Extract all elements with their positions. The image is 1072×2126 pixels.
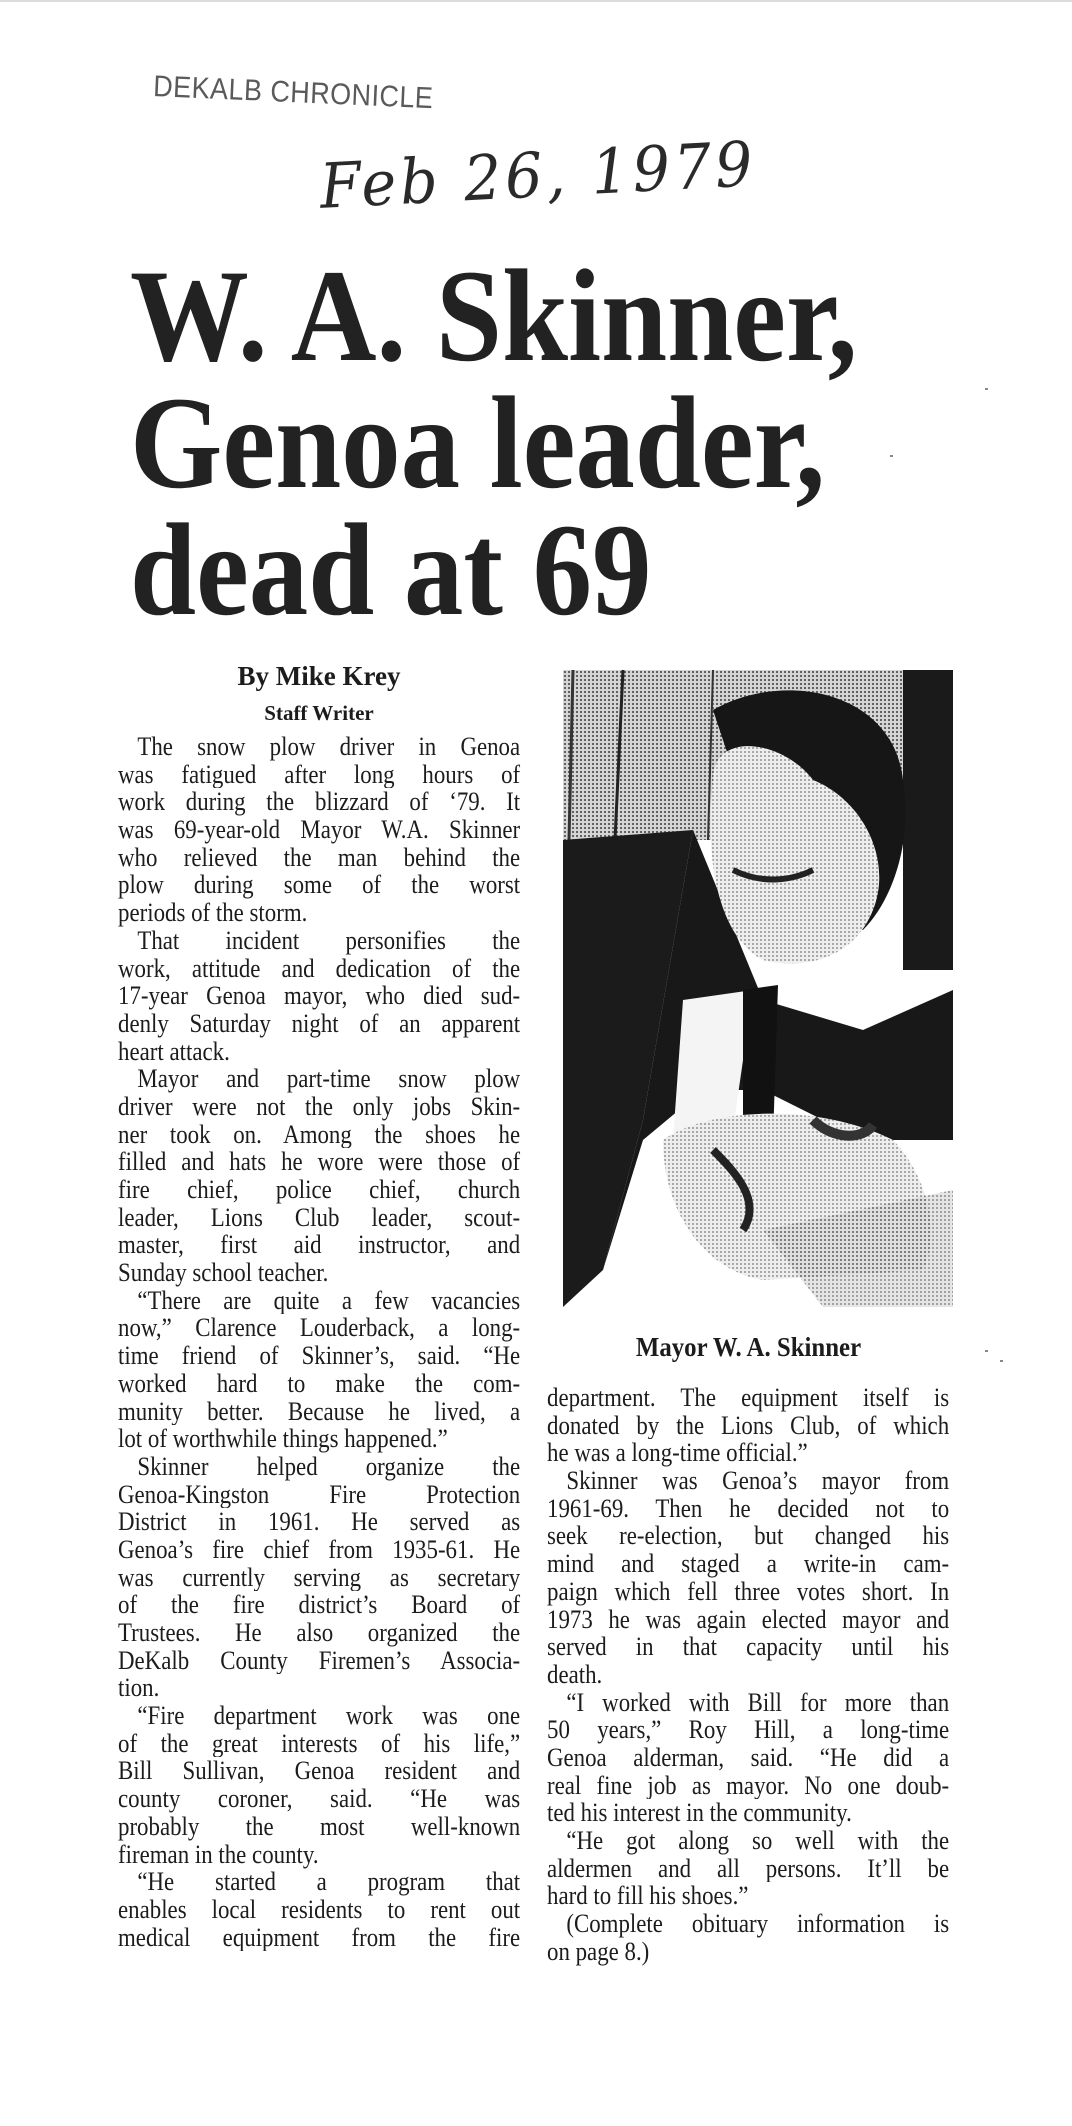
article-line: Genoa’s fire chief from 1935-61. He (118, 1535, 521, 1564)
article-line: worked hard to make the com- (118, 1369, 521, 1398)
article-line: on page 8.) (547, 1936, 650, 1966)
article-line: “Fire department work was one (137, 1702, 521, 1730)
article-line: paign which fell three votes short. In (547, 1577, 950, 1606)
article-line: plow during some of the worst (118, 871, 521, 900)
article-line: heart attack. (118, 1036, 230, 1066)
article-line: medical equipment from the fire (118, 1923, 521, 1952)
headline-line: dead at 69 (130, 496, 652, 643)
article-line: was fatigued after long hours of (118, 760, 521, 789)
article-line: lot of worthwhile things happened.” (118, 1424, 448, 1454)
article-line: leader, Lions Club leader, scout- (118, 1203, 521, 1232)
headline-line: Genoa leader, (130, 369, 826, 516)
byline-title: Staff Writer (264, 701, 374, 725)
article-line: Trustees. He also organized the (118, 1619, 521, 1647)
article-line: DeKalb County Firemen’s Associa- (118, 1646, 521, 1675)
article-line: was currently serving as secretary (118, 1563, 521, 1592)
article-line: The snow plow driver in Genoa (137, 733, 521, 761)
article-line: tion. (118, 1673, 160, 1703)
article-line: he was a long-time official.” (547, 1438, 808, 1468)
scan-speck (1000, 1360, 1003, 1362)
article-line: (Complete obituary information is (566, 1910, 950, 1938)
article-line: real fine job as mayor. No one doub- (547, 1771, 950, 1800)
article-line: “He got along so well with the (566, 1827, 950, 1855)
article-line: work, attitude and dedication of the (118, 954, 521, 983)
scan-speck (985, 1350, 988, 1352)
article-line: “He started a program that (137, 1868, 521, 1896)
scan-edge (0, 0, 1072, 2)
article-line: Bill Sullivan, Genoa resident and (118, 1757, 521, 1786)
headline (130, 242, 858, 643)
article-line: 1973 he was again elected mayor and (547, 1605, 950, 1634)
article-line: “There are quite a few vacancies (137, 1286, 521, 1315)
article-line: time friend of Skinner’s, said. “He (118, 1342, 521, 1370)
headline-line: W. A. Skinner, (130, 242, 858, 389)
article-line: Genoa alderman, said. “He did a (547, 1743, 950, 1772)
article-line: munity better. Because he lived, a (118, 1397, 521, 1426)
byline: By Mike Krey (237, 661, 401, 691)
article-line: work during the blizzard of ‘79. It (118, 788, 521, 817)
article-column-right (547, 1384, 949, 1965)
article-line: denly Saturday night of an apparent (118, 1009, 521, 1038)
article-line: master, first aid instructor, and (118, 1231, 521, 1260)
article-line: 50 years,” Roy Hill, a long-time (547, 1716, 950, 1744)
article-line: mind and staged a write-in cam- (547, 1550, 950, 1578)
article-line: county coroner, said. “He was (118, 1785, 521, 1813)
article-line: 17-year Genoa mayor, who died sud- (118, 982, 521, 1010)
article-line: periods of the storm. (118, 898, 308, 928)
article-line: hard to fill his shoes.” (547, 1881, 749, 1911)
article-line: filled and hats he wore were those of (118, 1148, 521, 1176)
newspaper-source-stamp: DEKALB CHRONICLE (152, 70, 435, 116)
article-line: fire chief, police chief, church (118, 1176, 521, 1204)
article-line: of the great interests of his life,” (118, 1729, 521, 1758)
article-line: served in that capacity until his (547, 1633, 950, 1661)
article-line: Skinner was Genoa’s mayor from (566, 1467, 950, 1495)
portrait-photo (563, 670, 967, 1307)
article-line: probably the most well-known (118, 1812, 521, 1841)
mayor-photo-image (563, 670, 967, 1307)
article-line: Sunday school teacher. (118, 1258, 329, 1288)
article-line: donated by the Lions Club, of which (547, 1411, 950, 1440)
article-line: “I worked with Bill for more than (566, 1688, 950, 1717)
article-line: Genoa-Kingston Fire Protection (118, 1480, 521, 1509)
scan-speck (985, 388, 988, 390)
article-line: death. (547, 1659, 603, 1689)
article-line: now,” Clarence Louderback, a long- (118, 1314, 521, 1343)
article-line: fireman in the county. (118, 1839, 319, 1869)
photo-caption: Mayor W. A. Skinner (635, 1332, 862, 1362)
article-line: was 69-year-old Mayor W.A. Skinner (118, 816, 521, 844)
article-line: who relieved the man behind the (118, 843, 521, 872)
article-column-left (118, 733, 520, 1951)
article-line: department. The equipment itself is (547, 1384, 950, 1412)
article-line: of the fire district’s Board of (118, 1591, 521, 1619)
scan-speck (890, 455, 893, 457)
article-line: aldermen and all persons. It’ll be (547, 1854, 950, 1883)
article-line: That incident personifies the (137, 926, 521, 955)
article-line: driver were not the only jobs Skin- (118, 1092, 521, 1121)
article-line: enables local residents to rent out (118, 1895, 521, 1924)
article-line: ner took on. Among the shoes he (118, 1120, 521, 1149)
article-line: Skinner helped organize the (137, 1452, 521, 1481)
handwritten-date: Feb 26, 1979 (318, 127, 759, 223)
article-line: Mayor and part-time snow plow (137, 1065, 521, 1093)
article-line: District in 1961. He served as (118, 1508, 521, 1536)
article-line: ted his interest in the community. (547, 1798, 852, 1828)
article-line: seek re-election, but changed his (547, 1522, 950, 1551)
article-line: 1961-69. Then he decided not to (547, 1494, 950, 1523)
